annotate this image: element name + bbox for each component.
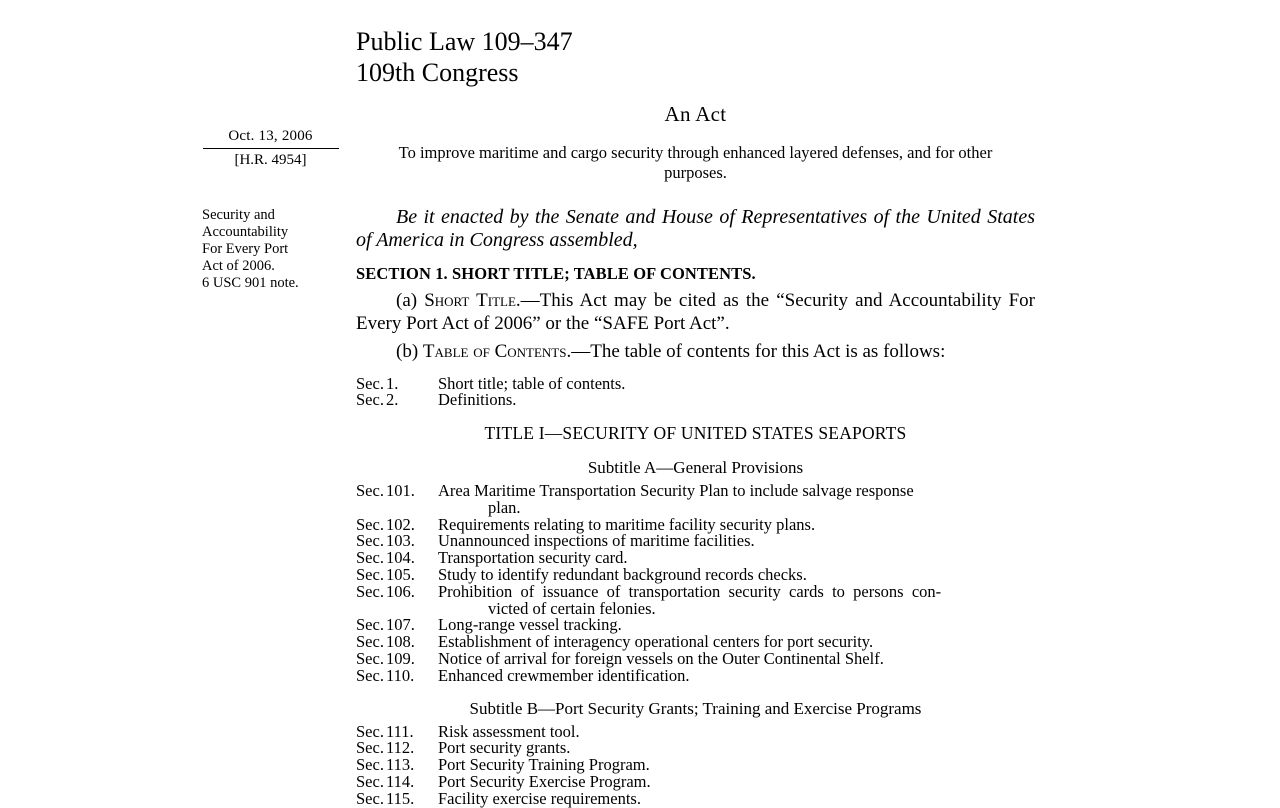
toc-sec-title: Notice of arrival for foreign vessels on the Outer Continental Shelf. [438, 649, 884, 669]
list-item [356, 392, 1035, 409]
act-description: To improve maritime and cargo security through enhanced layered defenses, and for other purposes. [398, 143, 993, 182]
subsection-b-label: (b) [396, 341, 423, 362]
toc-sec-number: 113. [386, 755, 415, 775]
toc-sec-label: Sec. [356, 565, 384, 585]
subsection-a [356, 290, 1035, 335]
list-item [356, 788, 1035, 808]
enactment-date: Oct. 13, 2006 [228, 128, 313, 144]
toc-subtitle-b-list [356, 721, 1035, 808]
list-item [356, 483, 1035, 517]
toc-sec-number: 105. [386, 565, 415, 585]
toc-sec-number: 104. [386, 548, 415, 568]
subtitle-a-heading: Subtitle A—General Provisions [587, 458, 804, 478]
an-act-heading: An Act [664, 102, 727, 126]
toc-intro-list [356, 373, 1035, 410]
toc-sec-title: Port security grants. [438, 738, 571, 758]
toc-sec-label: Sec. [356, 738, 384, 758]
toc-sec-title: Establishment of interagency operational centers for port security. [438, 632, 874, 652]
toc-sec-label: Sec. [356, 632, 384, 652]
toc-sec-label: Sec. [356, 615, 384, 635]
toc-sec-title: Prohibition of issuance of transportation security cards to persons con- victed of certain felonies. [438, 581, 942, 618]
side-note-line-3: For Every Port [202, 241, 289, 257]
subsection-b-body: .—The table of contents for this Act is as follows: [566, 341, 946, 362]
side-note-citation: 6 USC 901 note. [202, 275, 299, 291]
title-1-heading: TITLE I—SECURITY OF UNITED STATES SEAPORTS [484, 423, 907, 444]
toc-sec-number: 103. [386, 531, 415, 551]
toc-sec-title: Study to identify redundant background records checks. [438, 565, 807, 585]
enacting-clause: Be it enacted by the Senate and House of Representatives of the United States of America in Congress assembled, [356, 206, 1035, 251]
toc-sec-number: 1. [386, 373, 399, 393]
toc-subtitle-a-list [356, 483, 1035, 685]
toc-sec-number: 115. [386, 788, 415, 808]
side-note [202, 207, 342, 292]
toc-sec-title: Facility exercise requirements. [438, 788, 641, 808]
toc-sec-title: Unannounced inspections of maritime facilities. [438, 531, 755, 551]
toc-sec-number: 107. [386, 615, 415, 635]
toc-sec-title: Port Security Training Program. [438, 755, 650, 775]
side-note-line-4: Act of 2006. [202, 258, 275, 274]
toc-sec-label: Sec. [356, 665, 384, 685]
toc-sec-label: Sec. [356, 772, 384, 792]
margin-divider [203, 148, 339, 149]
toc-sec-number: 109. [386, 649, 415, 669]
toc-sec-label: Sec. [356, 514, 384, 534]
subsection-a-label: (a) [396, 290, 425, 311]
list-item [356, 581, 1035, 618]
subtitle-b-heading: Subtitle B—Port Security Grants; Training and Exercise Programs [469, 698, 922, 718]
toc-sec-title: Risk assessment tool. [438, 721, 580, 741]
main-column [356, 0, 1035, 808]
toc-sec-label: Sec. [356, 548, 384, 568]
toc-sec-label: Sec. [356, 481, 384, 501]
list-item [356, 665, 1035, 685]
subsection-b [356, 341, 1035, 364]
side-note-line-1: Security and [202, 207, 275, 223]
toc-sec-number: 106. [386, 581, 415, 601]
congress-number: 109th Congress [356, 58, 519, 87]
toc-sec-label: Sec. [356, 373, 384, 393]
toc-sec-title: Enhanced crewmember identification. [438, 665, 690, 685]
toc-sec-number: 110. [386, 665, 415, 685]
toc-sec-number: 108. [386, 632, 415, 652]
toc-sec-title: Requirements relating to maritime facility security plans. [438, 514, 816, 534]
toc-sec-title: Short title; table of contents. [438, 373, 626, 393]
toc-sec-label: Sec. [356, 721, 384, 741]
toc-sec-number: 102. [386, 514, 415, 534]
toc-sec-label: Sec. [356, 390, 384, 410]
public-law-heading [356, 26, 1035, 88]
toc-sec-label: Sec. [356, 755, 384, 775]
subsection-a-body: .—This Act may be cited as the “Security and Accountability For Every Port Act of 2006” or the “SAFE Port Act”. [356, 290, 1035, 334]
toc-sec-title: Area Maritime Transportation Security Plan to include salvage response plan. [438, 481, 914, 517]
toc-sec-number: 111. [386, 721, 414, 741]
toc-sec-number: 112. [386, 738, 415, 758]
toc-sec-title: Long-range vessel tracking. [438, 615, 622, 635]
toc-sec-title: Port Security Exercise Program. [438, 772, 651, 792]
toc-sec-title: Definitions. [438, 390, 517, 410]
side-note-line-2: Accountability [202, 224, 289, 240]
toc-sec-label: Sec. [356, 581, 384, 601]
toc-sec-label: Sec. [356, 788, 384, 808]
toc-sec-label: Sec. [356, 531, 384, 551]
toc-sec-number: 101. [386, 481, 415, 501]
public-law-number: Public Law 109–347 [356, 27, 573, 56]
toc-sec-number: 2. [386, 390, 399, 410]
toc-sec-title: Transportation security card. [438, 548, 628, 568]
toc-sec-number: 114. [386, 772, 415, 792]
subsection-a-caption: Short Title [424, 290, 516, 311]
section-1-heading: SECTION 1. SHORT TITLE; TABLE OF CONTENTS. [356, 264, 756, 283]
toc-sec-label: Sec. [356, 649, 384, 669]
subsection-b-caption: Table of Contents [422, 341, 567, 362]
bill-number: [H.R. 4954] [234, 152, 307, 168]
